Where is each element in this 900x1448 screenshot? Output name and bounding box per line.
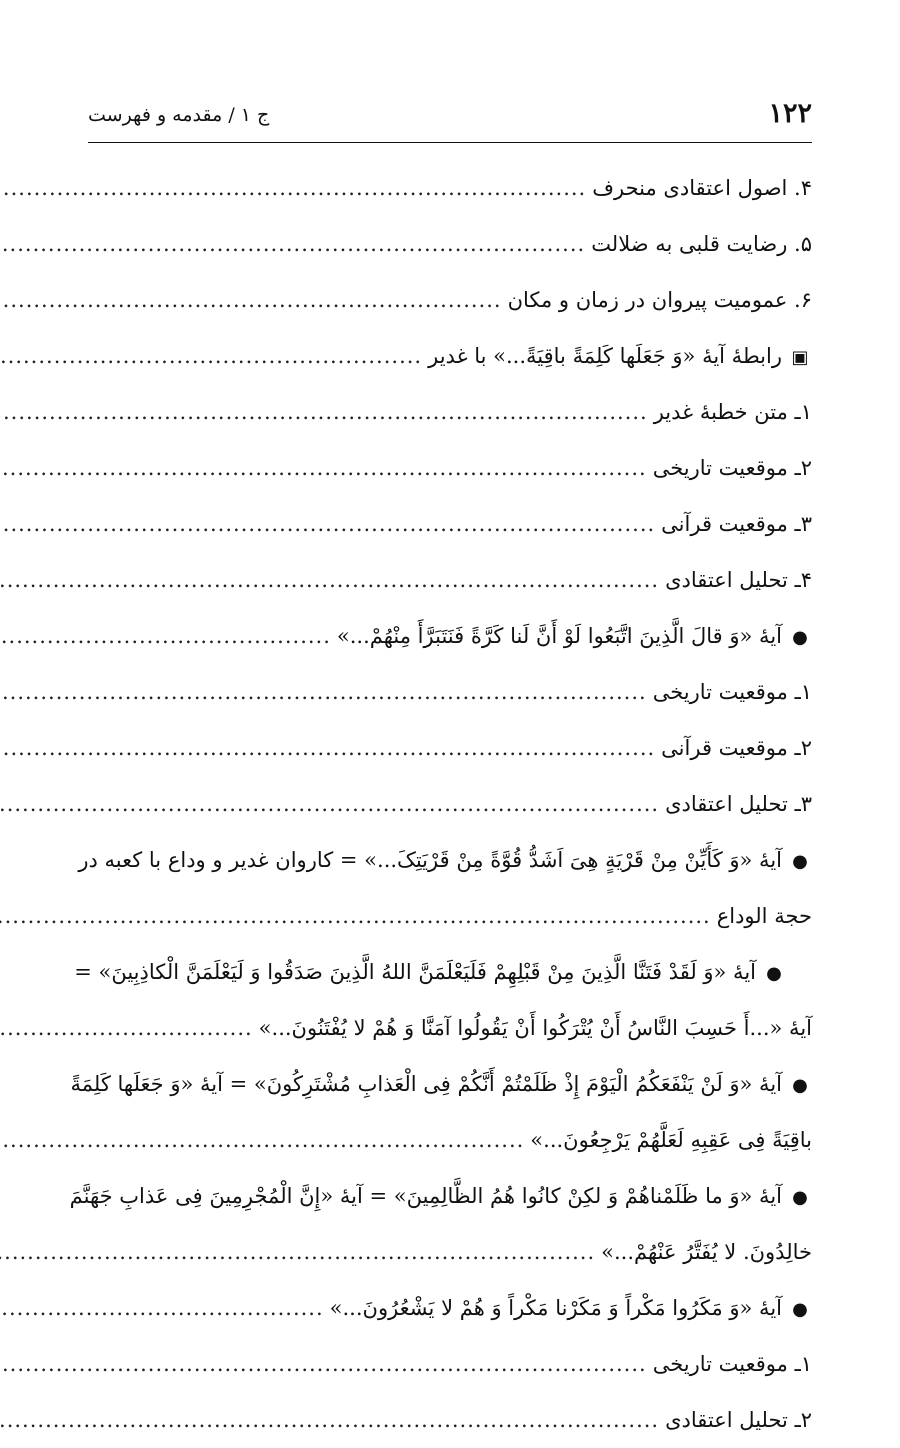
circle-bullet-icon: ● <box>792 1075 808 1096</box>
toc-entry-title: ۳ـ تحلیل اعتقادی <box>665 792 812 816</box>
toc-entry-wrapped <box>69 1168 812 1280</box>
toc-entry-text: آیهٔ «وَ لَنْ یَنْفَعَکُمُ الْیَوْمَ إِذْ ظَلَمْتُمْ أَنَّکُمْ فِی الْعَذابِ مُشْتَرِکُونَ» = آیهٔ «وَ جَعَلَها کَلِمَةً <box>70 1072 782 1096</box>
toc-entry-text: آیهٔ «وَ مَکَرُوا مَکْراً وَ مَکَرْنا مَکْراً وَ هُمْ لا یَشْعُرُونَ...» <box>329 1296 782 1320</box>
toc-entry <box>88 384 812 440</box>
toc-entry-wrapped <box>74 944 812 1056</box>
circle-bullet-icon: ● <box>792 627 808 648</box>
toc-entry <box>88 160 812 216</box>
toc-entry-second-line <box>88 1224 812 1280</box>
leader-dots <box>0 664 647 720</box>
toc-entry <box>88 272 812 328</box>
leader-dots <box>0 384 648 440</box>
toc-entry <box>88 440 812 496</box>
toc-entry-wrapped <box>70 1056 812 1168</box>
page-header <box>88 98 812 143</box>
circle-bullet-icon: ● <box>792 1187 808 1208</box>
toc-entry-title <box>337 608 812 666</box>
toc-entry-wrapped <box>78 832 812 944</box>
toc-entry <box>88 1392 812 1448</box>
toc-entry-title <box>428 328 812 386</box>
toc-entry-title: ۵. رضایت قلبی به ضلالت <box>591 232 812 256</box>
toc-entry-first-line <box>74 944 812 1000</box>
toc-entry-first-line <box>69 1168 812 1224</box>
toc-entry-first-line <box>78 832 812 888</box>
leader-dots <box>0 608 331 664</box>
leader-dots <box>0 1392 659 1448</box>
toc-entry-second-line <box>88 1112 812 1168</box>
toc-entry-title <box>330 1280 812 1338</box>
toc-entry-title: ۲ـ موقعیت تاریخی <box>652 456 812 480</box>
table-of-contents <box>69 160 812 1448</box>
toc-entry-second-line <box>88 1000 812 1056</box>
leader-dots <box>0 216 585 272</box>
toc-entry <box>88 608 812 664</box>
toc-entry-text: آیهٔ «وَ قالَ الَّذِینَ اتَّبَعُوا لَوْ أَنَّ لَنا کَرَّةً فَنَتَبَرَّأَ مِنْهُمْ...» <box>336 624 782 648</box>
circle-bullet-icon: ● <box>766 963 782 984</box>
toc-entry <box>88 216 812 272</box>
running-title: ج ۱ / مقدمه و فهرست <box>88 104 270 126</box>
toc-entry-title: ۱ـ متن خطبهٔ غدیر <box>653 400 812 424</box>
leader-dots <box>0 1000 253 1056</box>
toc-entry-title: ۱ـ موقعیت تاریخی <box>652 1352 812 1376</box>
toc-entry-text: آیهٔ «وَ لَقَدْ فَتَنَّا الَّذِینَ مِنْ قَبْلِهِمْ فَلَیَعْلَمَنَّ اللهُ الَّذِینَ صَدَقُوا وَ لَیَعْلَمَنَّ الْکاذِبِینَ» = <box>74 960 756 984</box>
circle-bullet-icon: ● <box>792 851 808 872</box>
square-bullet-icon: ▣ <box>791 347 809 368</box>
leader-dots <box>0 1224 595 1280</box>
toc-entry <box>88 1280 812 1336</box>
toc-entry-title: ۲ـ موقعیت قرآنی <box>661 736 812 760</box>
toc-entry-title: ۳ـ موقعیت قرآنی <box>661 512 812 536</box>
toc-entry <box>88 1336 812 1392</box>
toc-entry <box>88 496 812 552</box>
circle-bullet-icon: ● <box>792 1299 808 1320</box>
leader-dots <box>0 1112 524 1168</box>
leader-dots <box>0 440 647 496</box>
toc-entry-text: حجة الوداع <box>716 904 812 928</box>
toc-entry-title: ۴ـ تحلیل اعتقادی <box>665 568 812 592</box>
toc-entry-title: ۴. اصول اعتقادی منحرف <box>592 176 812 200</box>
toc-entry-second-line <box>88 888 812 944</box>
toc-entry <box>88 552 812 608</box>
toc-entry <box>88 776 812 832</box>
toc-entry-title: ۶. عمومیت پیروان در زمان و مکان <box>507 288 812 312</box>
toc-entry-text: آیهٔ «...أَ حَسِبَ النَّاسُ أَنْ یُتْرَکُوا أَنْ یَقُولُوا آمَنَّا وَ هُمْ لا یُفْتَنُونَ...» <box>258 1016 812 1040</box>
leader-dots <box>0 552 659 608</box>
leader-dots <box>0 328 422 384</box>
toc-entry-text: آیهٔ «وَ کَأَیِّنْ مِنْ قَرْیَةٍ هِیَ اَشَدُّ قُوَّةً مِنْ قَرْیَتِکَ...» = کاروان غدیر و وداع با کعبه در <box>78 848 782 872</box>
toc-entry-text: رابطهٔ آیهٔ «وَ جَعَلَها کَلِمَةً باقِیَةً...» با غدیر <box>428 344 782 368</box>
leader-dots <box>0 720 655 776</box>
leader-dots <box>0 1280 324 1336</box>
page-number: ۱۲۲ <box>768 98 812 129</box>
leader-dots <box>0 776 659 832</box>
leader-dots <box>0 272 502 328</box>
toc-entry-text: باقِیَةً فِی عَقِبِهِ لَعَلَّهُمْ یَرْجِعُونَ...» <box>530 1128 812 1152</box>
leader-dots <box>0 496 655 552</box>
toc-entry-title: ۱ـ موقعیت تاریخی <box>652 680 812 704</box>
toc-entry-first-line <box>70 1056 812 1112</box>
toc-entry <box>88 328 812 384</box>
toc-entry-title: ۲ـ تحلیل اعتقادی <box>665 1408 812 1432</box>
toc-entry-text: آیهٔ «وَ ما ظَلَمْناهُمْ وَ لکِنْ کانُوا هُمُ الظَّالِمِینَ» = آیهٔ «إِنَّ الْمُجْرِمِینَ فِی عَذابِ جَهَنَّمَ <box>69 1184 782 1208</box>
toc-entry <box>88 664 812 720</box>
leader-dots <box>0 1336 647 1392</box>
toc-entry-text: خالِدُونَ. لا یُفَتَّرُ عَنْهُمْ...» <box>601 1240 812 1264</box>
leader-dots <box>0 888 711 944</box>
leader-dots <box>0 160 586 216</box>
toc-entry <box>88 720 812 776</box>
